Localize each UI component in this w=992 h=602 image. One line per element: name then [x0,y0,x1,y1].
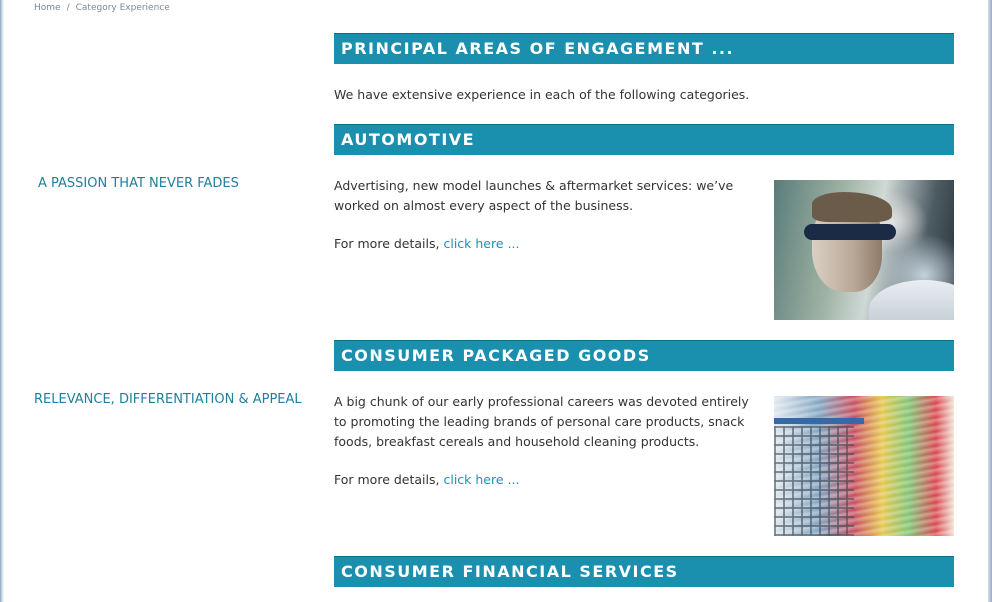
supermarket-cart-photo [774,396,954,536]
click-here-link-cpg[interactable]: click here ... [443,472,520,487]
breadcrumb-home-link[interactable]: Home [34,3,61,13]
more-prefix: For more details, [334,472,440,487]
page-content [4,0,988,602]
section-text-cpg: A big chunk of our early professional careers was devoted entirely to promoting the leading brands of personal care products, snack foods, breakfast cereals and household cleaning products. [334,394,749,449]
more-prefix: For more details, [334,236,440,251]
intro-heading-bar: PRINCIPAL AREAS OF ENGAGEMENT ... [334,33,954,64]
section-heading-cpg: CONSUMER PACKAGED GOODS [334,340,954,371]
click-here-link-automotive[interactable]: click here ... [443,236,520,251]
more-details-automotive [334,236,519,251]
breadcrumb [34,3,170,13]
more-details-cpg [334,472,519,487]
section-text-automotive: Advertising, new model launches & aftermarket services: we’ve worked on almost every aspect of the business. [334,178,734,213]
driver-with-sunglasses-photo [774,180,954,320]
section-heading-financial: CONSUMER FINANCIAL SERVICES [334,556,954,587]
intro-text: We have extensive experience in each of the following categories. [334,87,750,102]
side-heading-cpg: RELEVANCE, DIFFERENTIATION & APPEAL [34,392,302,407]
section-heading-automotive: AUTOMOTIVE [334,124,954,155]
breadcrumb-current: Category Experience [75,3,170,13]
breadcrumb-separator: / [66,3,70,13]
side-heading-automotive: A PASSION THAT NEVER FADES [38,176,239,191]
